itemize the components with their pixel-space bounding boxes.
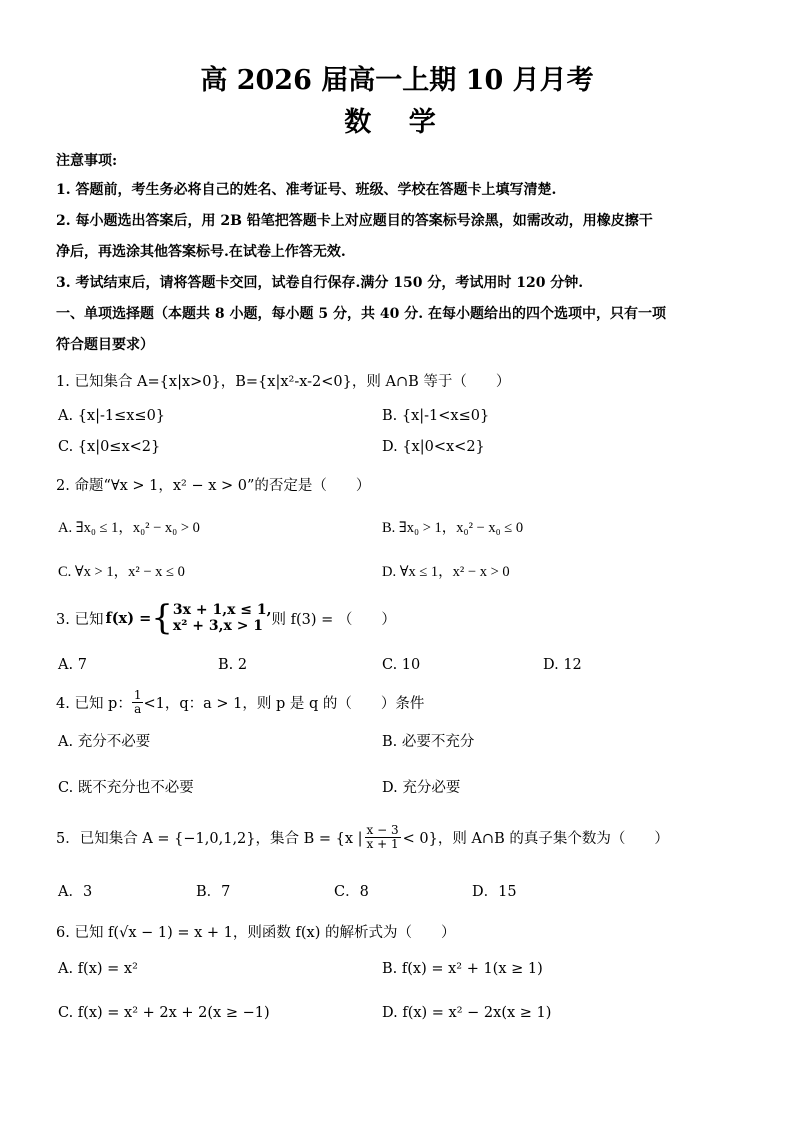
question-4-option-b[interactable]: B. 必要不充分 <box>382 734 475 750</box>
question-3-option-c[interactable]: C. 10 <box>382 657 421 673</box>
question-5-option-d[interactable]: D．15 <box>472 884 517 900</box>
piecewise-case-1: 3x + 1,x ≤ 1, <box>172 602 272 618</box>
question-4-option-a[interactable]: A. 充分不必要 <box>58 734 151 750</box>
piecewise-cases <box>173 602 272 634</box>
question-5-suffix: < 0}，则 A∩B 的真子集个数为（ ） <box>402 830 669 847</box>
question-2-option-c[interactable]: C. ∀x > 1，x² − x ≤ 0 <box>58 564 185 580</box>
question-1-option-a[interactable]: A. {x|-1≤x≤0} <box>58 408 166 424</box>
question-5-fraction <box>365 824 401 851</box>
fraction-numerator: x − 3 <box>366 822 399 837</box>
piecewise-brace: { <box>151 598 173 638</box>
question-3-option-a[interactable]: A. 7 <box>58 657 87 673</box>
subject-title: 数 学 <box>344 107 450 138</box>
exam-title: 高 2026 届高一上期 10 月月考 <box>200 65 594 96</box>
question-1-option-c[interactable]: C. {x|0≤x<2} <box>58 439 161 455</box>
question-5-option-b[interactable]: B．7 <box>196 884 231 900</box>
question-5-stem <box>56 817 669 857</box>
question-4-suffix: <1，q：a > 1，则 p 是 q 的（ ）条件 <box>143 695 425 712</box>
question-1-stem: 1. 已知集合 A={x|x>0}，B={x|x²-x-2<0}，则 A∩B 等于（ ） <box>56 374 511 390</box>
question-3-suffix: 则 f(3) = （ ） <box>271 611 396 628</box>
question-2-option-b[interactable]: B. ∃x₀ > 1，x₀² − x₀ ≤ 0 <box>382 520 524 536</box>
question-3-stem <box>56 596 396 640</box>
section-heading: 一、单项选择题（本题共 8 小题，每小题 5 分，共 40 分. 在每小题给出的四个选项中，只有一项 <box>56 306 666 322</box>
piecewise-case-2: x² + 3,x > 1 <box>172 618 264 634</box>
question-6-option-c[interactable]: C. f(x) = x² + 2x + 2(x ≥ −1) <box>58 1005 270 1021</box>
question-4-stem <box>56 683 424 721</box>
question-2-option-d[interactable]: D. ∀x ≤ 1，x² − x > 0 <box>382 564 510 580</box>
question-6-option-d[interactable]: D. f(x) = x² − 2x(x ≥ 1) <box>382 1005 552 1021</box>
notice-item-2: 2. 每小题选出答案后，用 2B 铅笔把答题卡上对应题目的答案标号涂黑，如需改动，用橡皮擦干 <box>56 213 653 229</box>
question-6-stem: 6. 已知 f(√x − 1) = x + 1，则函数 f(x) 的解析式为（ ） <box>56 925 456 941</box>
question-6-option-a[interactable]: A. f(x) = x² <box>58 961 138 977</box>
notice-heading: 注意事项: <box>56 153 118 169</box>
fraction-denominator: x + 1 <box>366 836 399 851</box>
question-4-fraction <box>132 689 144 716</box>
question-1-option-b[interactable]: B. {x|-1<x≤0} <box>382 408 490 424</box>
fraction-numerator: 1 <box>133 687 142 702</box>
question-5-option-c[interactable]: C．8 <box>334 884 369 900</box>
question-4-prefix: 4. 已知 p： <box>56 695 132 712</box>
question-3-option-d[interactable]: D. 12 <box>543 657 582 673</box>
question-6-option-b[interactable]: B. f(x) = x² + 1(x ≥ 1) <box>382 961 543 977</box>
notice-item-1: 1. 答题前，考生务必将自己的姓名、准考证号、班级、学校在答题卡上填写清楚. <box>56 182 557 198</box>
question-5-prefix: 5．已知集合 A = {−1,0,1,2}，集合 B = {x | <box>56 830 363 847</box>
question-4-option-d[interactable]: D. 充分必要 <box>382 780 461 796</box>
question-2-stem: 2. 命题“∀x > 1，x² − x > 0”的否定是（ ） <box>56 478 371 494</box>
notice-item-3: 3. 考试结束后，请将答题卡交回，试卷自行保存.满分 150 分，考试用时 120 分钟. <box>56 275 584 291</box>
section-heading-cont: 符合题目要求） <box>56 337 154 353</box>
question-3-prefix: 3. 已知 <box>56 611 104 628</box>
question-3-option-b[interactable]: B. 2 <box>218 657 248 673</box>
notice-item-2-cont: 净后，再选涂其他答案标号.在试卷上作答无效. <box>56 244 346 260</box>
question-1-option-d[interactable]: D. {x|0<x<2} <box>382 439 485 455</box>
fraction-denominator: a <box>134 701 142 716</box>
question-3-function: f(x) = <box>105 609 152 627</box>
question-2-option-a[interactable]: A. ∃x₀ ≤ 1，x₀² − x₀ > 0 <box>58 520 200 536</box>
question-5-option-a[interactable]: A．3 <box>58 884 93 900</box>
question-4-option-c[interactable]: C. 既不充分也不必要 <box>58 780 194 796</box>
